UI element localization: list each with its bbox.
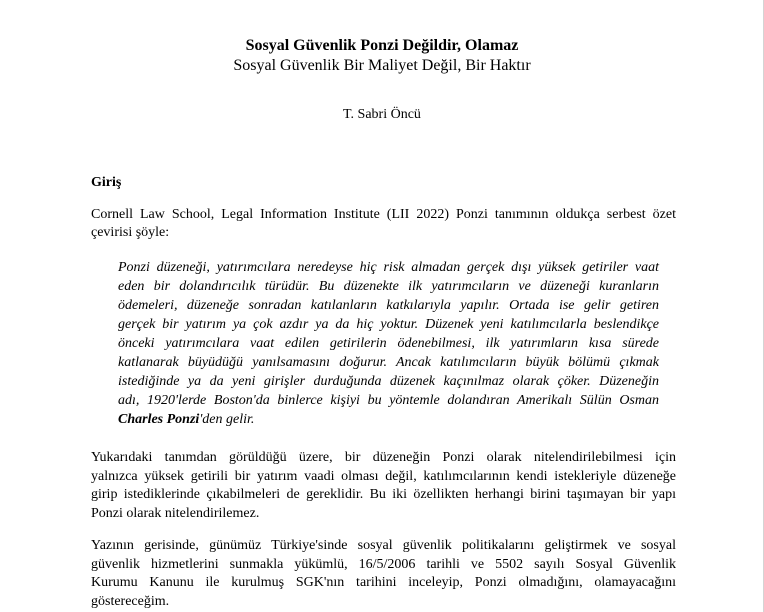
paragraph-three-line: Yazının gerisinde, günümüz Türkiye'sinde sosyal güvenlik politikalarını geliştirmek ve sosyal xyxy=(91,538,676,553)
intro-line: çevirisi şöyle: xyxy=(91,225,170,240)
quote-line: ödemeleri, düzeneğe sonradan katılanların katkılarıyla yapılır. Ortada ise gelir getiren xyxy=(118,298,659,313)
quote-last-line xyxy=(118,410,659,429)
quote-line: katlanarak büyüdüğü yanılsamasını doğurur. Ancak katılımcıların büyük bölümü çıkmak xyxy=(118,355,659,370)
paragraph-three xyxy=(91,537,676,611)
paragraph-two xyxy=(91,449,676,524)
paragraph-two-line: yalnızca yüksek getirili bir yatırım vaadi olması değil, katılımcılarının kendi istekleriyle düzeneğe xyxy=(91,468,676,484)
intro-paragraph xyxy=(91,206,676,242)
quote-line: önceki yatırımcılara vaat edilen getirilerin ödenebilmesi, ilk yatırımların kısa sürede xyxy=(118,336,659,351)
paragraph-three-line: Kurumu Kanunu ile kurulmuş SGK'nın tarihini inceleyip, Ponzi olmadığını, olamayacağını xyxy=(91,575,676,590)
quote-line: adı, 1920'lerde Boston'da binlerce kişiyi bu yöntemle dolandıran Amerikalı Sülün Osman xyxy=(118,393,659,408)
paragraph-three-line: göstereceğim. xyxy=(91,593,170,609)
charles-ponzi-name: Charles Ponzi xyxy=(118,412,200,427)
paragraph-two-line: Ponzi olarak nitelendirilemez. xyxy=(91,506,260,522)
quote-line: eden bir dolandırıcılık türüdür. Bu düzenekte ilk yatırımcıların ve düzeneği kuranların xyxy=(118,279,659,294)
document-subtitle: Sosyal Güvenlik Bir Maliyet Değil, Bir Haktır xyxy=(233,57,531,74)
quote-ending: 'den gelir. xyxy=(199,412,255,427)
document-author: T. Sabri Öncü xyxy=(343,107,421,122)
quote-line: istediğinde ya da yeni girişler durduğunda düzenek kaçınılmaz olarak çöker. Düzeneğin xyxy=(118,374,659,389)
quote-line: Ponzi düzeneği, yatırımcılara neredeyse hiç risk almadan gerçek dışı yüksek getiriler vaat xyxy=(118,260,659,275)
section-heading: Giriş xyxy=(91,175,122,190)
paragraph-two-line: Yukarıdaki tanımdan görüldüğü üzere, bir düzeneğin Ponzi olarak nitelendirilebilmesi için xyxy=(91,450,676,465)
paragraph-three-line: güvenlik hizmetlerini sunmakla yükümlü, 16/5/2006 tarihli ve 5502 sayılı Sosyal Güvenlik xyxy=(91,556,676,572)
intro-line: Cornell Law School, Legal Information Institute (LII 2022) Ponzi tanımının oldukça serbest özet xyxy=(91,207,676,222)
ponzi-definition-quote xyxy=(118,258,659,429)
paragraph-two-line: girip istediklerinde çıkabilmeleri de gereklidir. Bu iki özellikten herhangi birini taşımayan bir yapı xyxy=(91,487,676,503)
document-title: Sosyal Güvenlik Ponzi Değildir, Olamaz xyxy=(245,37,519,54)
quote-line: gerçek bir yatırım ya çok azdır ya da hiç yoktur. Düzenek yeni katılımcılarla beslendikçe xyxy=(118,317,659,332)
